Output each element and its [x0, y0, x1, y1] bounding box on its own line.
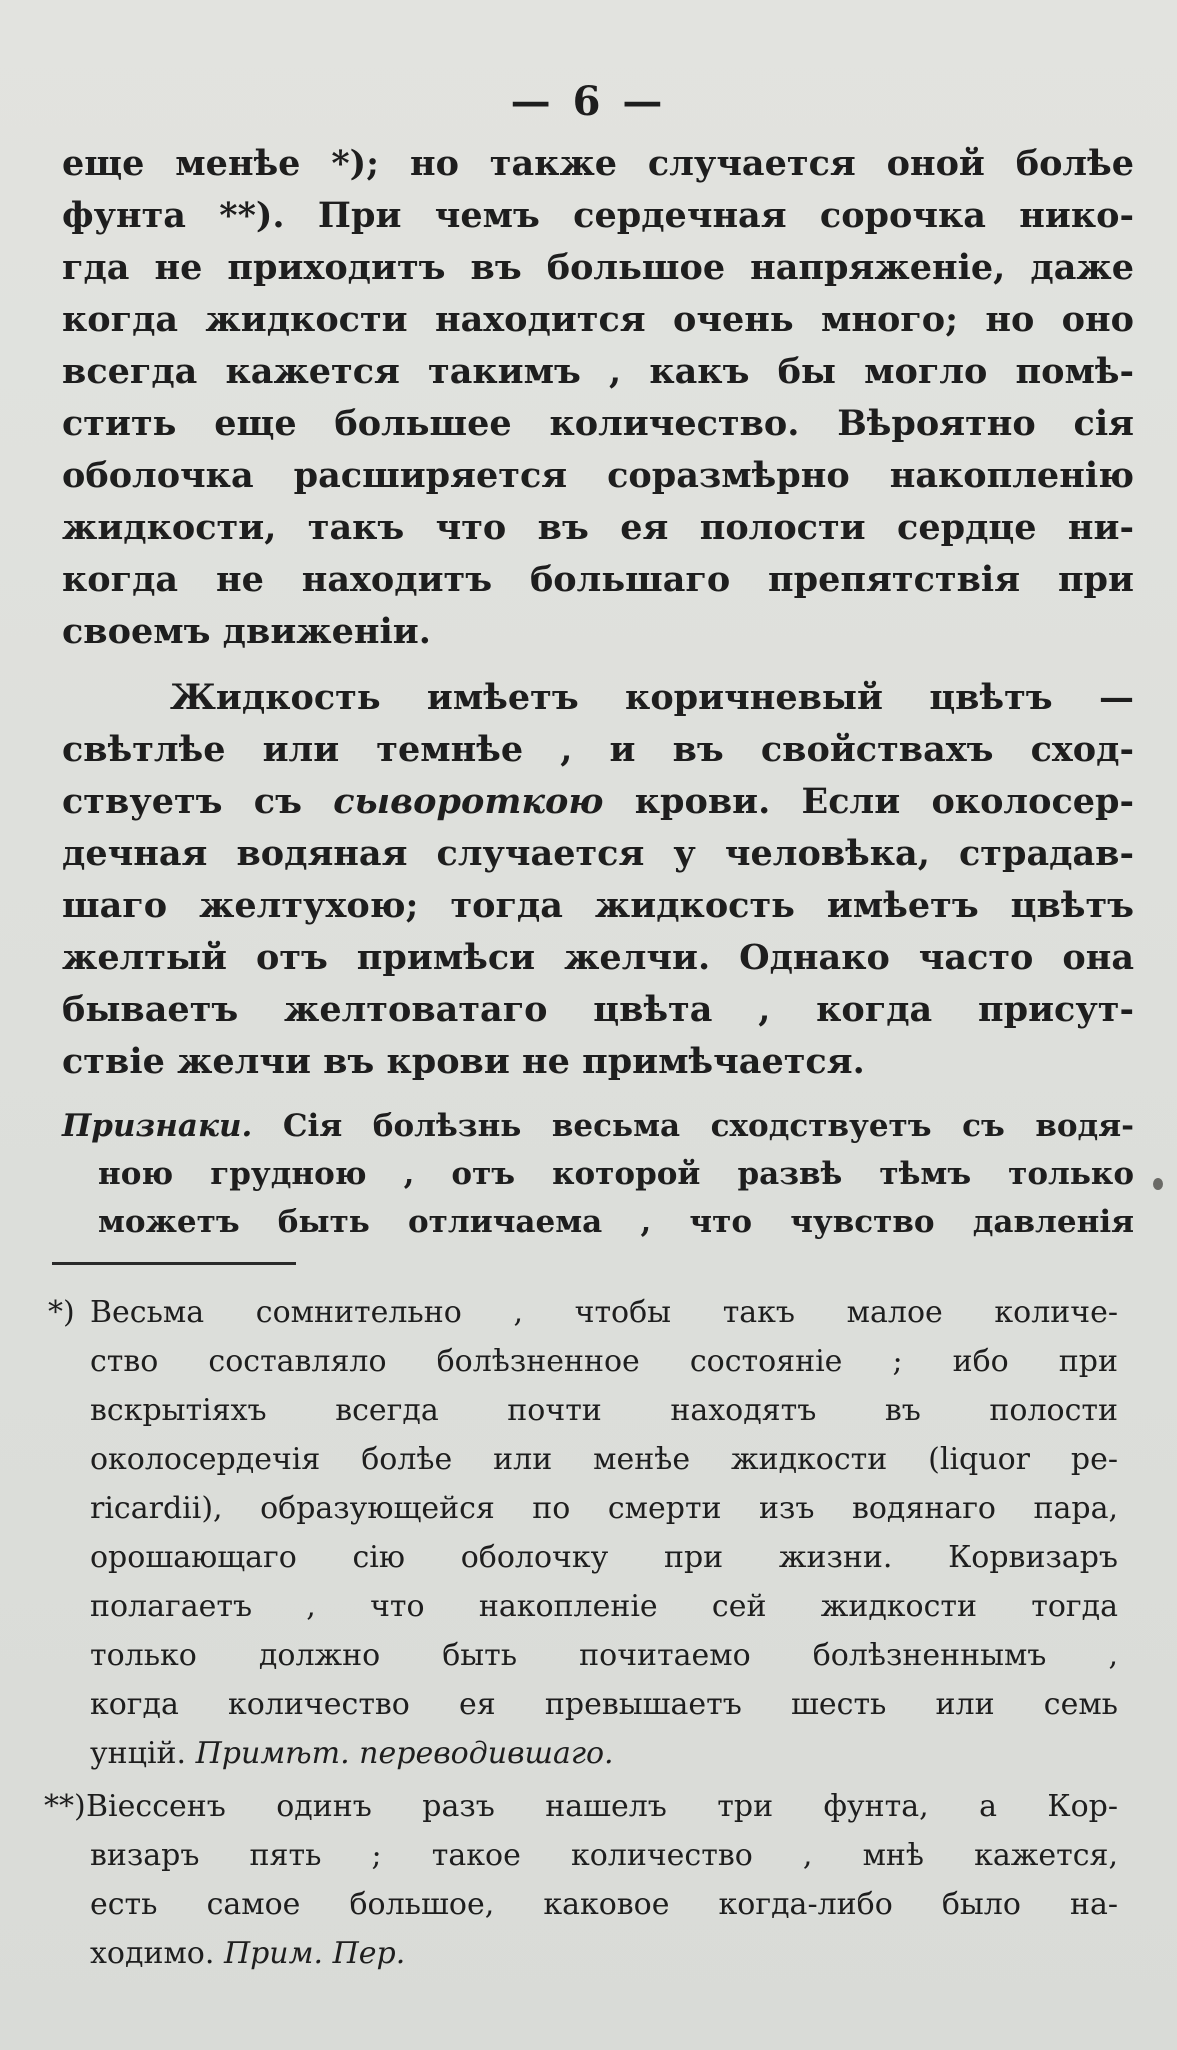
text-line: стить еще большее количество. Вѣроятно сія — [62, 403, 1134, 444]
text-line: орошающаго сію оболочку при жизни. Корвизаръ — [90, 1540, 1118, 1575]
footnote-mark: **) — [44, 1789, 86, 1824]
text-line: Признаки. Сія болѣзнь весьма сходствуетъ съ водя- — [62, 1108, 1134, 1144]
text-line: можетъ быть отличаема , что чувство давленія — [98, 1204, 1134, 1240]
signs-section — [62, 1102, 1134, 1246]
text-line: бываетъ желтоватаго цвѣта , когда присут- — [62, 989, 1134, 1030]
section-heading: Признаки. — [62, 1108, 253, 1144]
text-line: желтый отъ примѣси желчи. Однако часто она — [62, 937, 1134, 978]
text-line: оболочка расширяется соразмѣрно накопленію — [62, 455, 1134, 496]
text-line: еще менѣе *); но также случается оной болѣе — [62, 143, 1134, 184]
footnote-divider — [52, 1262, 296, 1265]
text-line: дечная водяная случается у человѣка, страдав- — [62, 833, 1134, 874]
text-line: всегда кажется такимъ , какъ бы могло помѣ- — [62, 351, 1134, 392]
text-line: жидкости, такъ что въ ея полости сердце ни- — [62, 507, 1134, 548]
text-line: свѣтлѣе или темнѣе , и въ свойствахъ сход- — [62, 729, 1134, 770]
text-line: околосердечія болѣе или менѣе жидкости (liquor pe- — [90, 1442, 1118, 1477]
text-line: полагаетъ , что накопленіе сей жидкости тогда — [90, 1589, 1118, 1624]
text-line: **)Віессенъ одинъ разъ нашелъ три фунта, а Кор- — [48, 1782, 1118, 1831]
translator-note: Примѣт. переводившаго. — [195, 1736, 614, 1771]
footnotes — [44, 1288, 1118, 1978]
text-line: шаго желтухою; тогда жидкость имѣетъ цвѣтъ — [62, 885, 1134, 926]
text-line: унцій. Примѣт. переводившаго. — [90, 1736, 614, 1771]
text-line: ство составляло болѣзненное состояніе ; ибо при — [90, 1344, 1118, 1379]
footnote-2 — [44, 1782, 1118, 1978]
main-text — [62, 138, 1134, 1246]
footnote-1 — [48, 1288, 1118, 1778]
text-line: ною грудною , отъ которой развѣ тѣмъ только — [98, 1156, 1134, 1192]
text-line: гда не приходитъ въ большое напряженіе, даже — [62, 247, 1134, 288]
paragraph-1 — [62, 138, 1134, 658]
text-line: ricardii), образующейся по смерти изъ водянаго пара, — [90, 1491, 1118, 1526]
text-line: своемъ движеніи. — [62, 611, 431, 652]
footnote-mark: *) — [48, 1295, 75, 1330]
text-line: Жидкость имѣетъ коричневый цвѣтъ — — [170, 677, 1134, 718]
translator-note: Прим. Пер. — [223, 1936, 406, 1971]
text-line: когда количество ея превышаетъ шесть или семь — [90, 1687, 1118, 1722]
text-line: визаръ пять ; такое количество , мнѣ кажется, — [90, 1838, 1118, 1873]
text-line: ствіе желчи въ крови не примѣчается. — [62, 1041, 865, 1082]
text-line: *) Весьма сомнительно , чтобы такъ малое количе- — [48, 1288, 1118, 1337]
text-line: ходимо. Прим. Пер. — [90, 1936, 406, 1971]
paragraph-2 — [62, 672, 1134, 1088]
page-number: — 6 — — [510, 78, 667, 125]
text-line: когда жидкости находится очень много; но оно — [62, 299, 1134, 340]
text-line: вскрытіяхъ всегда почти находятъ въ полости — [90, 1393, 1118, 1428]
text-line: есть самое большое, каковое когда-либо было на- — [90, 1887, 1118, 1922]
text-line: когда не находитъ большаго препятствія при — [62, 559, 1134, 600]
text-line: только должно быть почитаемо болѣзненнымъ , — [90, 1638, 1118, 1673]
text-line: фунта **). При чемъ сердечная сорочка нико- — [62, 195, 1134, 236]
italic-word: сывороткою — [333, 781, 604, 822]
paper-spot — [1153, 1178, 1163, 1190]
text-line: ствуетъ съ сывороткою крови. Если околосер- — [62, 781, 1135, 822]
